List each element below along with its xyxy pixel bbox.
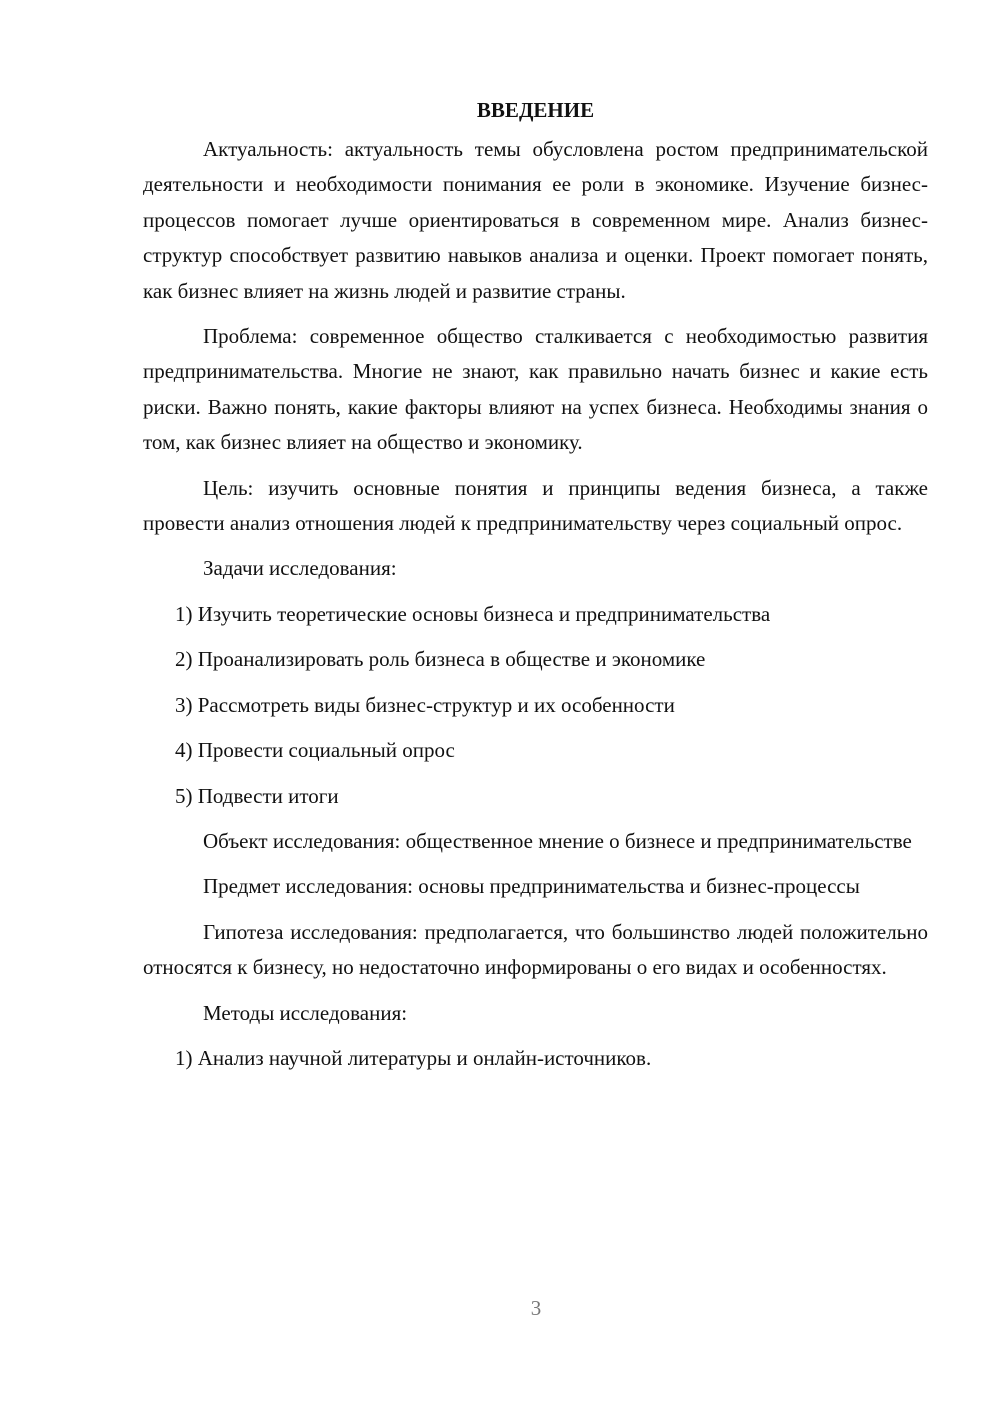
- task-item-5: 5) Подвести итоги: [175, 783, 339, 808]
- document-page: [143, 92, 928, 1086]
- relevance-paragraph: Актуальность: актуальность темы обусловлена ростом предпринимательской деятельности и необходимости понимания ее роли в экономике. Изучение бизнес-процессов помогает лучше ориентироваться в современном мире. Анализ бизнес-структур способствует развитию навыков анализа и оценки. Проект помогает понять, как бизнес влияет на жизнь людей и развитие страны.: [143, 137, 928, 303]
- task-item-1: 1) Изучить теоретические основы бизнеса и предпринимательства: [175, 601, 771, 626]
- subject-paragraph: Предмет исследования: основы предпринимательства и бизнес-процессы: [203, 874, 860, 899]
- task-item-3: 3) Рассмотреть виды бизнес-структур и их особенности: [175, 692, 675, 717]
- tasks-heading: Задачи исследования:: [203, 556, 397, 581]
- hypothesis-paragraph: Гипотеза исследования: предполагается, что большинство людей положительно относятся к бизнесу, но недостаточно информированы о его видах и особенностях.: [143, 919, 928, 980]
- methods-heading: Методы исследования:: [203, 1000, 408, 1025]
- problem-paragraph: Проблема: современное общество сталкивается с необходимостью развития предпринимательства. Многие не знают, как правильно начать бизнес и какие есть риски. Важно понять, какие факторы влияют на успех бизнеса. Необходимы знания о том, как бизнес влияет на общество и экономику.: [143, 324, 928, 455]
- task-item-2: 2) Проанализировать роль бизнеса в обществе и экономике: [175, 647, 706, 672]
- object-paragraph: Объект исследования: общественное мнение о бизнесе и предпринимательстве: [203, 828, 912, 853]
- task-item-4: 4) Провести социальный опрос: [175, 738, 455, 763]
- section-title: ВВЕДЕНИЕ: [476, 98, 595, 122]
- page-number: 3: [530, 1296, 542, 1320]
- goal-paragraph: Цель: изучить основные понятия и принципы ведения бизнеса, а также провести анализ отношения людей к предпринимательству через социальный опрос.: [143, 475, 928, 536]
- method-item-1: 1) Анализ научной литературы и онлайн-источников.: [175, 1045, 652, 1070]
